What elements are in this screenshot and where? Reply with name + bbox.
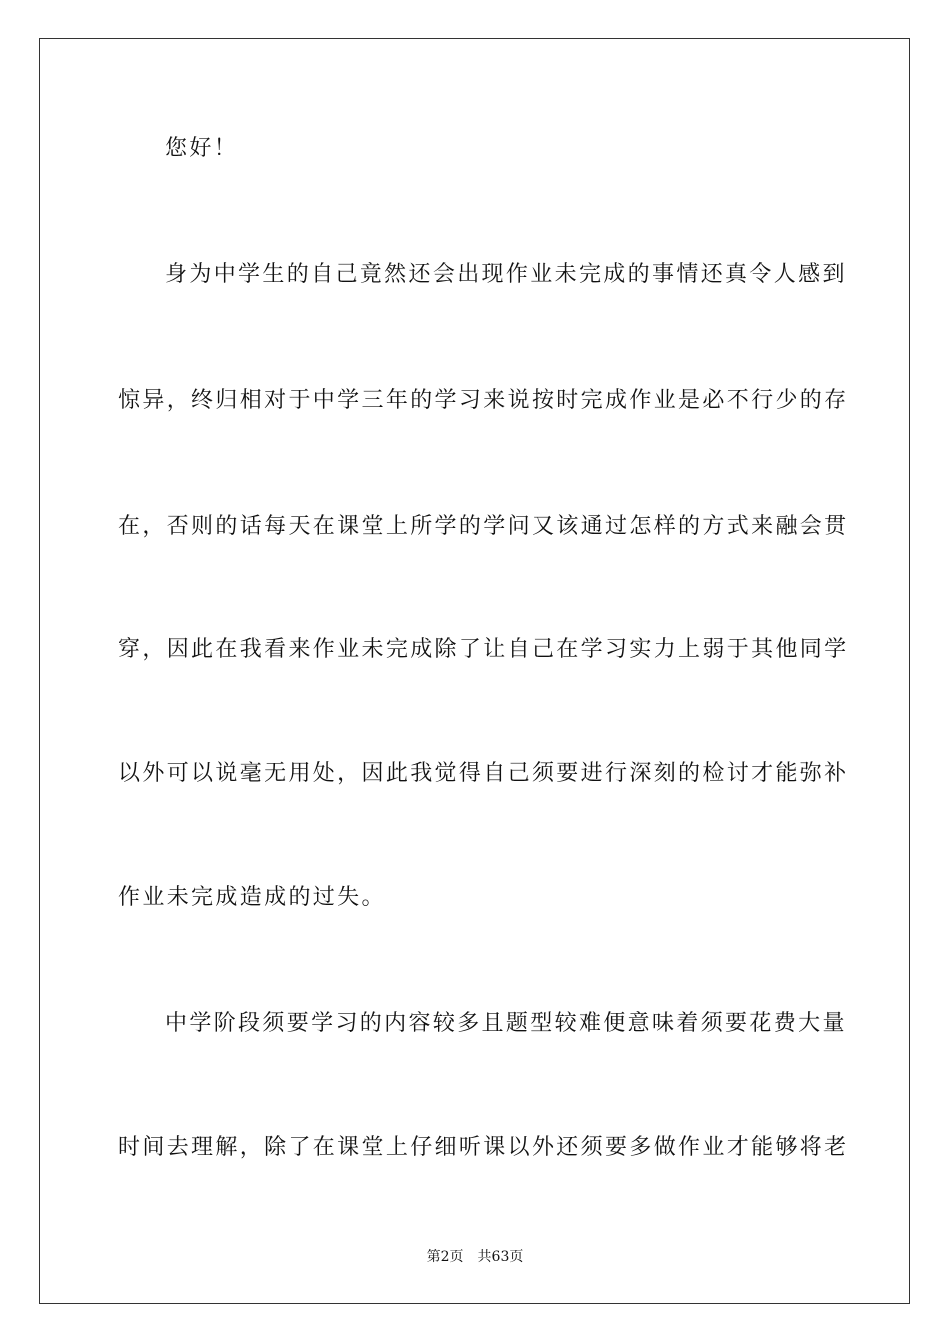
paragraph-1-line-5: 以外可以说毫无用处，因此我觉得自己须要进行深刻的检讨才能弥补 [118,761,849,786]
paragraph-2-line-2: 时间去理解，除了在课堂上仔细听课以外还须要多做作业才能够将老 [118,1135,849,1160]
page-total: 共63页 [477,1249,524,1265]
paragraph-1-line-1: 身为中学生的自己竟然还会出现作业未完成的事情还真令人感到 [165,262,847,287]
paragraph-1-line-4: 穿，因此在我看来作业未完成除了让自己在学习实力上弱于其他同学 [118,637,849,662]
paragraph-2-line-1: 中学阶段须要学习的内容较多且题型较难便意味着须要花费大量 [165,1011,847,1036]
page-footer [0,1248,950,1266]
paragraph-1-line-3: 在，否则的话每天在课堂上所学的学问又该通过怎样的方式来融会贯 [118,514,849,539]
paragraph-1-line-2: 惊异，终归相对于中学三年的学习来说按时完成作业是必不行少的存 [118,388,849,413]
greeting-line: 您好！ [165,136,239,161]
page-border [39,38,910,1304]
paragraph-1-line-6: 作业未完成造成的过失。 [118,885,386,910]
page-number: 第2页 [426,1249,464,1265]
